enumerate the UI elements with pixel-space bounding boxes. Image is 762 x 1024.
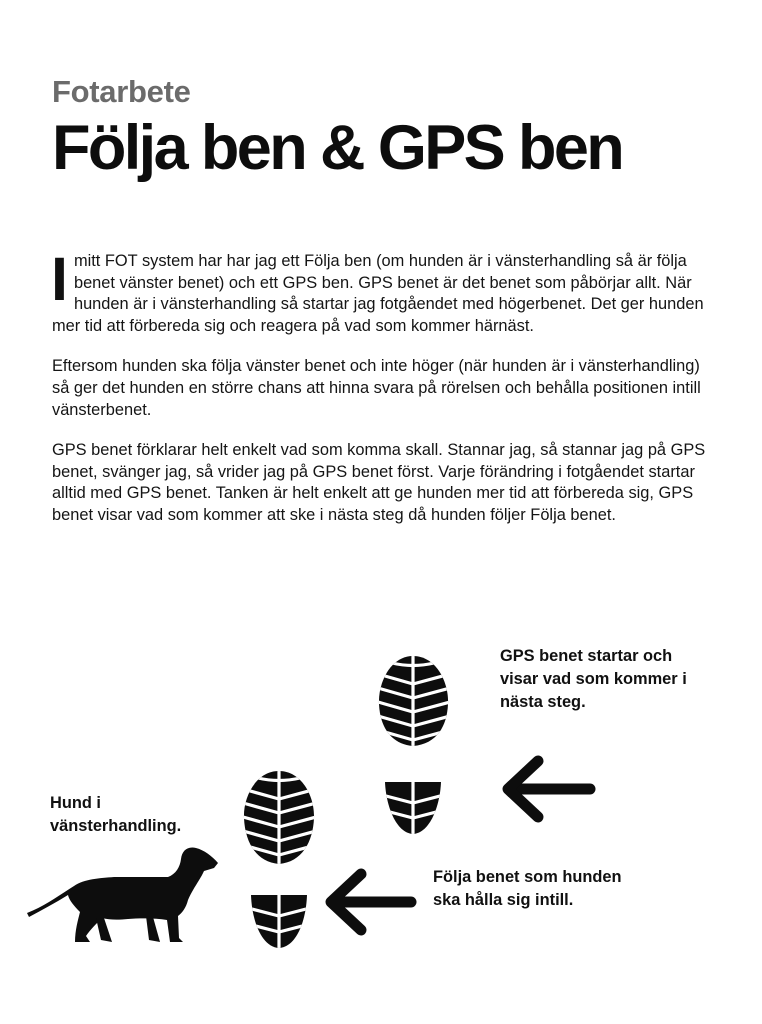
gps-leg-caption: GPS benet startar och visar vad som kommer i nästa steg.	[500, 647, 687, 711]
paragraph-3: GPS benet förklarar helt enkelt vad som komma skall. Stannar jag, så stannar jag på GPS benet, svänger jag, så vrider jag på GPS benet först. Varje förändring i fotgåendet startar alltid med GPS benet. Tanken är helt enkelt att ge hunden mer tid att förbereda sig, GPS benet visar vad som kommer att ske i nästa steg då hunden följer Följa benet.	[52, 441, 706, 524]
arrow-left-icon	[331, 874, 411, 930]
paragraph-2: Eftersom hunden ska följa vänster benet och inte höger (när hunden är i vänsterhandling) så ger det hunden en större chans att hinna svara på rörelsen och behålla positionen intill vänsterbenet.	[52, 357, 701, 419]
paragraph-1-text: mitt FOT system har har jag ett Följa ben (om hunden är i vänsterhandling så är följa benet vänster benet) och ett GPS ben. GPS benet är det benet som påbörjar allt. När hunden är i vänsterhandling så startar jag fotgåendet med högerbenet. Det ger hunden mer tid att förbereda sig och reagera på vad som kommer härnäst.	[52, 252, 704, 335]
boot-print-follow-icon	[243, 765, 316, 952]
boot-print-gps-icon	[378, 650, 450, 838]
dachshund-icon	[27, 848, 218, 942]
follow-leg-caption: Följa benet som hunden ska hålla sig intill.	[433, 868, 622, 909]
arrow-left-icon	[508, 761, 590, 817]
dog-caption: Hund i vänsterhandling.	[50, 794, 182, 835]
kicker: Fotarbete	[52, 74, 191, 109]
page-title: Följa ben & GPS ben	[52, 113, 623, 183]
drop-cap: I	[51, 245, 68, 313]
